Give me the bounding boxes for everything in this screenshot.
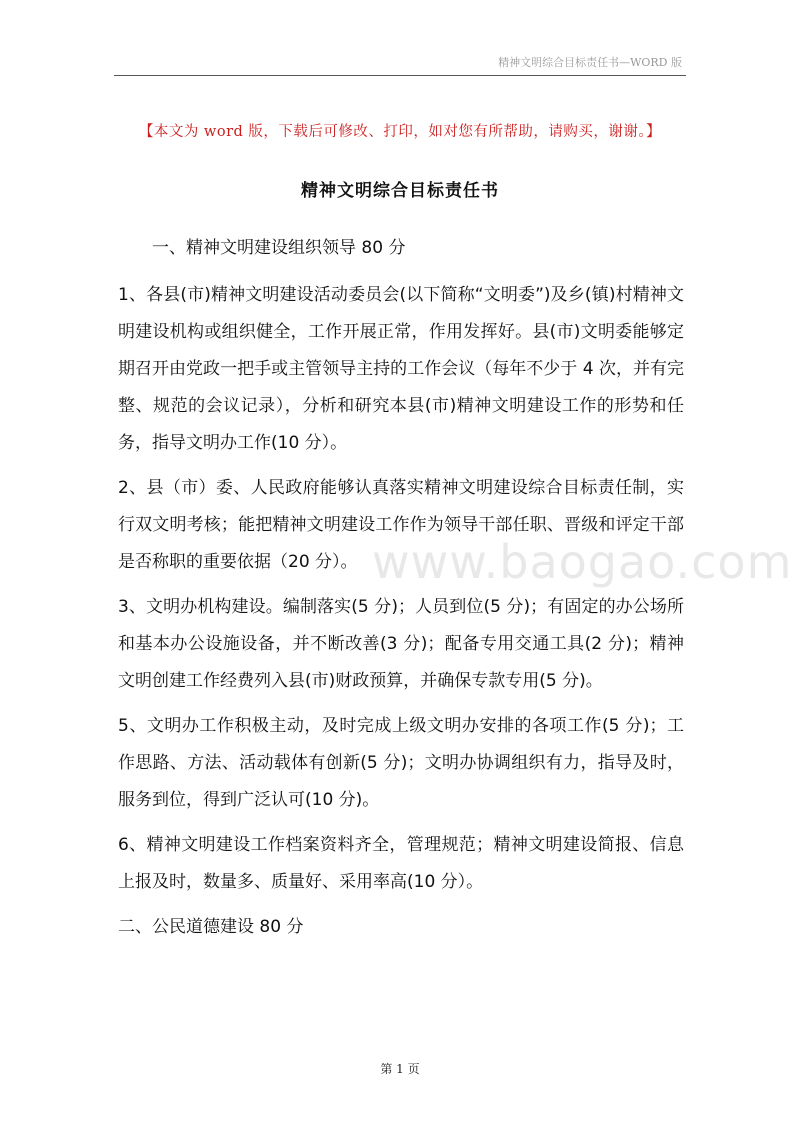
- paragraph-item-6: 6、精神文明建设工作档案资料齐全，管理规范；精神文明建设简报、信息上报及时，数量多、质量好、采用率高(10 分）。: [118, 835, 684, 892]
- watermark: www.baogao.com: [372, 535, 793, 589]
- purchase-notice: 【本文为 word 版，下载后可修改、打印，如对您有所帮助，请购买，谢谢。】: [138, 124, 662, 140]
- header-divider: [114, 75, 686, 76]
- document-body: [118, 230, 684, 956]
- paragraph-item-1: 1、各县(市)精神文明建设活动委员会(以下简称“文明委”)及乡(镇)村精神文明建设机构或组织健全，工作开展正常，作用发挥好。县(市)文明委能够定期召开由党政一把手或主管领导主持的工作会议（每年不少于 4 次，并有完整、规范的会议记录），分析和研究本县(市)精神文明建设工作的形势和任务，指导文明办工作(10 分）。: [118, 285, 684, 453]
- section-heading-1: 一、精神文明建设组织领导 80 分: [152, 238, 406, 258]
- paragraph-item-2: 2、县（市）委、人民政府能够认真落实精神文明建设综合目标责任制，实行双文明考核；能把精神文明建设工作作为领导干部任职、晋级和评定干部是否称职的重要依据（20 分）。: [118, 478, 684, 572]
- document-title: 精神文明综合目标责任书: [301, 181, 499, 201]
- header-title: 精神文明综合目标责任书—WORD 版: [498, 56, 682, 69]
- page-number: 第 1 页: [380, 1062, 420, 1076]
- paragraph-item-3: 3、文明办机构建设。编制落实(5 分)；人员到位(5 分)；有固定的办公场所和基本办公设施设备，并不断改善(3 分)；配备专用交通工具(2 分)；精神文明创建工作经费列入县(市)财政预算，并确保专款专用(5 分)。: [118, 597, 684, 691]
- paragraph-item-5: 5、文明办工作积极主动，及时完成上级文明办安排的各项工作(5 分)；工作思路、方法、活动载体有创新(5 分)；文明办协调组织有力，指导及时，服务到位，得到广泛认可(10 分)。: [118, 716, 684, 810]
- section-heading-2: 二、公民道德建设 80 分: [118, 917, 304, 937]
